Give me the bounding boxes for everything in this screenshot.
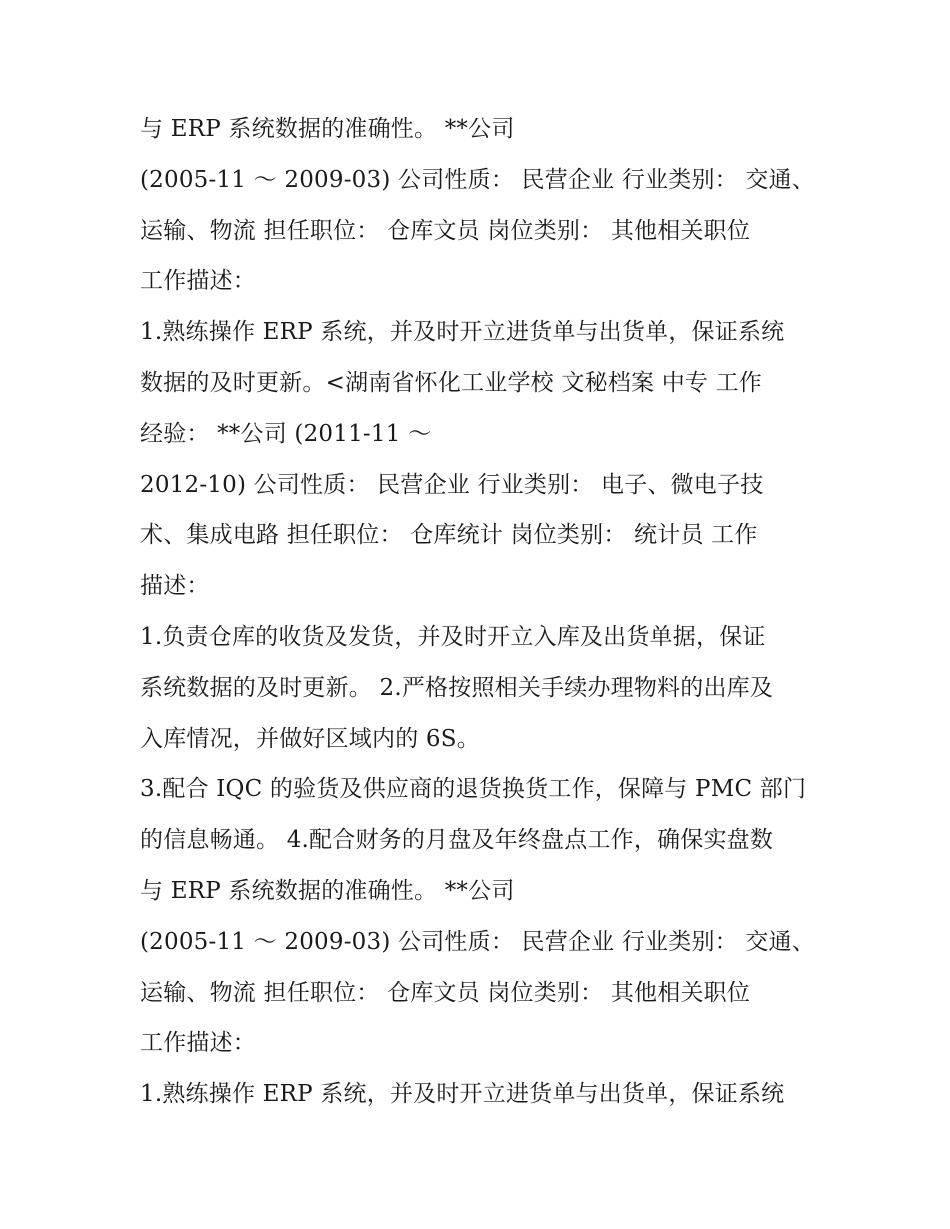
text-line: (2005-11 ～ 2009-03) 公司性质： 民营企业 行业类别： 交通、	[140, 928, 815, 955]
text-line: (2005-11 ～ 2009-03) 公司性质： 民营企业 行业类别： 交通、	[140, 166, 815, 193]
text-line: 的信息畅通。 4.配合财务的月盘及年终盘点工作，确保实盘数	[140, 827, 774, 854]
text-line: 1.负责仓库的收货及发货，并及时开立入库及出货单据，保证	[140, 623, 766, 650]
text-line: 经验： **公司 (2011-11 ～	[140, 420, 432, 447]
text-line: 入库情况，并做好区域内的 6S。	[140, 725, 480, 752]
text-line: 工作描述：	[140, 268, 256, 295]
text-line: 1.熟练操作 ERP 系统，并及时开立进货单与出货单，保证系统	[140, 1081, 785, 1108]
text-line: 数据的及时更新。<湖南省怀化工业学校 文秘档案 中专 工作	[140, 369, 763, 396]
text-line: 系统数据的及时更新。 2.严格按照相关手续办理物料的出库及	[140, 674, 774, 701]
text-line: 运输、物流 担任职位： 仓库文员 岗位类别： 其他相关职位	[140, 979, 751, 1006]
text-line: 2012-10) 公司性质： 民营企业 行业类别： 电子、微电子技	[140, 471, 764, 498]
text-line: 1.熟练操作 ERP 系统，并及时开立进货单与出货单，保证系统	[140, 319, 785, 346]
text-line: 描述：	[140, 573, 210, 600]
text-line: 3.配合 IQC 的验货及供应商的退货换货工作，保障与 PMC 部门	[140, 776, 807, 803]
document-body	[140, 110, 820, 1126]
text-line: 术、集成电路 担任职位： 仓库统计 岗位类别： 统计员 工作	[140, 522, 758, 549]
text-line: 与 ERP 系统数据的准确性。 **公司	[140, 116, 515, 142]
text-line: 与 ERP 系统数据的准确性。 **公司	[140, 877, 515, 904]
text-line: 运输、物流 担任职位： 仓库文员 岗位类别： 其他相关职位	[140, 217, 751, 244]
text-line: 工作描述：	[140, 1030, 256, 1057]
